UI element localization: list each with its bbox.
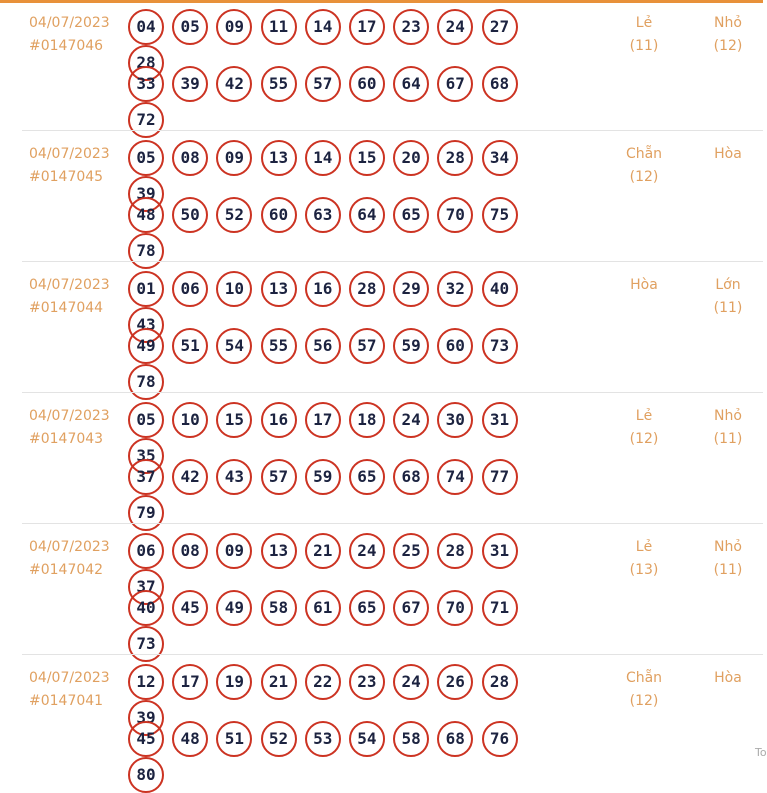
number-ball: 09	[216, 9, 252, 45]
parity-count: (12)	[629, 693, 659, 709]
number-ball: 56	[305, 328, 341, 364]
parity-result	[609, 405, 679, 451]
number-ball: 10	[172, 402, 208, 438]
parity-label: Chẵn	[625, 146, 663, 162]
number-ball: 48	[172, 721, 208, 757]
size-result	[693, 12, 763, 58]
size-count: (11)	[713, 300, 743, 316]
number-ball: 73	[128, 626, 164, 662]
number-ball: 13	[261, 140, 297, 176]
number-ball: 80	[128, 757, 164, 793]
number-ball: 24	[393, 402, 429, 438]
number-ball: 39	[172, 66, 208, 102]
parity-label: Hòa	[630, 277, 658, 293]
number-ball: 35	[128, 438, 164, 474]
ball-line	[128, 590, 568, 653]
size-label: Nhỏ	[714, 539, 742, 555]
number-ball: 25	[393, 533, 429, 569]
number-ball: 16	[261, 402, 297, 438]
number-ball: 23	[393, 9, 429, 45]
number-ball: 58	[261, 590, 297, 626]
draw-date: 04/07/2023	[29, 146, 110, 162]
number-ball: 57	[349, 328, 385, 364]
size-label: Nhỏ	[714, 15, 742, 31]
number-ball: 75	[482, 197, 518, 233]
number-ball: 60	[437, 328, 473, 364]
number-ball: 32	[437, 271, 473, 307]
draw-id: #0147045	[29, 169, 104, 185]
ball-line	[128, 66, 568, 129]
result-row	[0, 0, 763, 131]
number-ball: 28	[482, 664, 518, 700]
number-ball: 37	[128, 569, 164, 605]
result-row	[0, 655, 763, 786]
number-ball: 45	[172, 590, 208, 626]
number-ball: 34	[482, 140, 518, 176]
draw-meta	[29, 143, 110, 189]
number-ball: 18	[349, 402, 385, 438]
draw-date: 04/07/2023	[29, 670, 110, 686]
number-ball: 29	[393, 271, 429, 307]
number-ball: 33	[128, 66, 164, 102]
draw-id: #0147041	[29, 693, 104, 709]
number-ball: 27	[482, 9, 518, 45]
number-ball: 19	[216, 664, 252, 700]
number-ball: 26	[437, 664, 473, 700]
parity-count: (13)	[629, 562, 659, 578]
number-ball: 08	[172, 533, 208, 569]
draw-meta	[29, 667, 110, 713]
number-ball: 43	[216, 459, 252, 495]
size-label: Hòa	[714, 670, 742, 686]
size-result	[693, 536, 763, 582]
number-ball: 06	[128, 533, 164, 569]
number-ball: 14	[305, 140, 341, 176]
ball-line	[128, 9, 568, 72]
result-row	[0, 393, 763, 524]
ball-line	[128, 664, 568, 727]
number-ball: 49	[216, 590, 252, 626]
number-ball: 13	[261, 533, 297, 569]
ball-line	[128, 328, 568, 391]
number-ball: 65	[349, 590, 385, 626]
number-ball: 39	[128, 700, 164, 736]
number-ball: 49	[128, 328, 164, 364]
number-balls	[128, 533, 568, 653]
number-ball: 13	[261, 271, 297, 307]
number-ball: 78	[128, 364, 164, 400]
ball-line	[128, 402, 568, 465]
parity-result	[609, 667, 679, 713]
number-ball: 15	[216, 402, 252, 438]
number-ball: 67	[437, 66, 473, 102]
number-ball: 54	[216, 328, 252, 364]
number-ball: 59	[393, 328, 429, 364]
number-ball: 40	[482, 271, 518, 307]
number-ball: 24	[393, 664, 429, 700]
ball-line	[128, 140, 568, 203]
number-ball: 76	[482, 721, 518, 757]
parity-result	[609, 536, 679, 582]
result-row	[0, 262, 763, 393]
parity-result	[609, 12, 679, 58]
size-label: Nhỏ	[714, 408, 742, 424]
number-ball: 48	[128, 197, 164, 233]
number-ball: 31	[482, 533, 518, 569]
size-count: (11)	[713, 562, 743, 578]
ball-line	[128, 197, 568, 260]
number-ball: 28	[437, 533, 473, 569]
number-ball: 01	[128, 271, 164, 307]
number-ball: 05	[128, 402, 164, 438]
number-ball: 15	[349, 140, 385, 176]
draw-date: 04/07/2023	[29, 539, 110, 555]
number-ball: 05	[128, 140, 164, 176]
size-result	[693, 274, 763, 320]
number-ball: 54	[349, 721, 385, 757]
number-ball: 52	[216, 197, 252, 233]
number-ball: 63	[305, 197, 341, 233]
number-ball: 67	[393, 590, 429, 626]
number-ball: 72	[128, 102, 164, 138]
number-ball: 21	[305, 533, 341, 569]
draw-id: #0147046	[29, 38, 104, 54]
number-balls	[128, 664, 568, 784]
draw-date: 04/07/2023	[29, 277, 110, 293]
number-ball: 17	[349, 9, 385, 45]
ball-line	[128, 459, 568, 522]
number-ball: 39	[128, 176, 164, 212]
parity-result	[609, 274, 679, 297]
number-ball: 05	[172, 9, 208, 45]
number-ball: 65	[393, 197, 429, 233]
number-ball: 55	[261, 66, 297, 102]
number-ball: 71	[482, 590, 518, 626]
number-ball: 12	[128, 664, 164, 700]
number-ball: 43	[128, 307, 164, 343]
result-row	[0, 131, 763, 262]
ball-line	[128, 533, 568, 596]
number-ball: 30	[437, 402, 473, 438]
ball-line	[128, 721, 568, 784]
number-ball: 11	[261, 9, 297, 45]
number-ball: 64	[393, 66, 429, 102]
number-ball: 23	[349, 664, 385, 700]
number-balls	[128, 271, 568, 391]
number-ball: 50	[172, 197, 208, 233]
number-ball: 61	[305, 590, 341, 626]
number-balls	[128, 140, 568, 260]
number-ball: 31	[482, 402, 518, 438]
number-ball: 14	[305, 9, 341, 45]
number-ball: 09	[216, 140, 252, 176]
number-ball: 42	[216, 66, 252, 102]
draw-meta	[29, 405, 110, 451]
draw-meta	[29, 536, 110, 582]
number-ball: 09	[216, 533, 252, 569]
number-ball: 73	[482, 328, 518, 364]
number-ball: 21	[261, 664, 297, 700]
number-ball: 70	[437, 197, 473, 233]
number-ball: 17	[172, 664, 208, 700]
number-ball: 42	[172, 459, 208, 495]
number-ball: 28	[128, 45, 164, 81]
number-ball: 10	[216, 271, 252, 307]
number-ball: 59	[305, 459, 341, 495]
number-ball: 79	[128, 495, 164, 531]
ball-line	[128, 271, 568, 334]
draw-id: #0147044	[29, 300, 104, 316]
number-ball: 68	[482, 66, 518, 102]
draw-date: 04/07/2023	[29, 15, 110, 31]
number-ball: 24	[437, 9, 473, 45]
draw-date: 04/07/2023	[29, 408, 110, 424]
draw-id: #0147042	[29, 562, 104, 578]
size-result	[693, 667, 763, 690]
number-ball: 28	[437, 140, 473, 176]
parity-label: Lẻ	[635, 15, 653, 31]
number-balls	[128, 9, 568, 129]
number-ball: 37	[128, 459, 164, 495]
number-ball: 78	[128, 233, 164, 269]
number-ball: 04	[128, 9, 164, 45]
number-ball: 22	[305, 664, 341, 700]
parity-label: Lẻ	[635, 539, 653, 555]
number-ball: 74	[437, 459, 473, 495]
number-ball: 70	[437, 590, 473, 626]
number-ball: 28	[349, 271, 385, 307]
number-ball: 51	[216, 721, 252, 757]
size-count: (11)	[713, 431, 743, 447]
parity-count: (11)	[629, 38, 659, 54]
number-ball: 24	[349, 533, 385, 569]
result-row	[0, 524, 763, 655]
parity-count: (12)	[629, 169, 659, 185]
number-ball: 60	[349, 66, 385, 102]
number-ball: 45	[128, 721, 164, 757]
corner-text: To	[755, 746, 767, 759]
number-ball: 40	[128, 590, 164, 626]
number-ball: 16	[305, 271, 341, 307]
number-ball: 68	[437, 721, 473, 757]
number-ball: 65	[349, 459, 385, 495]
number-ball: 55	[261, 328, 297, 364]
number-ball: 08	[172, 140, 208, 176]
number-ball: 57	[261, 459, 297, 495]
number-ball: 64	[349, 197, 385, 233]
number-ball: 60	[261, 197, 297, 233]
number-ball: 68	[393, 459, 429, 495]
number-ball: 53	[305, 721, 341, 757]
size-result	[693, 143, 763, 166]
number-ball: 58	[393, 721, 429, 757]
size-label: Lớn	[715, 277, 741, 293]
draw-meta	[29, 12, 110, 58]
draw-meta	[29, 274, 110, 320]
number-ball: 77	[482, 459, 518, 495]
number-ball: 20	[393, 140, 429, 176]
draw-id: #0147043	[29, 431, 104, 447]
number-ball: 51	[172, 328, 208, 364]
size-label: Hòa	[714, 146, 742, 162]
size-count: (12)	[713, 38, 743, 54]
number-ball: 57	[305, 66, 341, 102]
number-ball: 17	[305, 402, 341, 438]
number-balls	[128, 402, 568, 522]
number-ball: 52	[261, 721, 297, 757]
parity-result	[609, 143, 679, 189]
number-ball: 06	[172, 271, 208, 307]
parity-label: Chẵn	[625, 670, 663, 686]
parity-count: (12)	[629, 431, 659, 447]
parity-label: Lẻ	[635, 408, 653, 424]
size-result	[693, 405, 763, 451]
